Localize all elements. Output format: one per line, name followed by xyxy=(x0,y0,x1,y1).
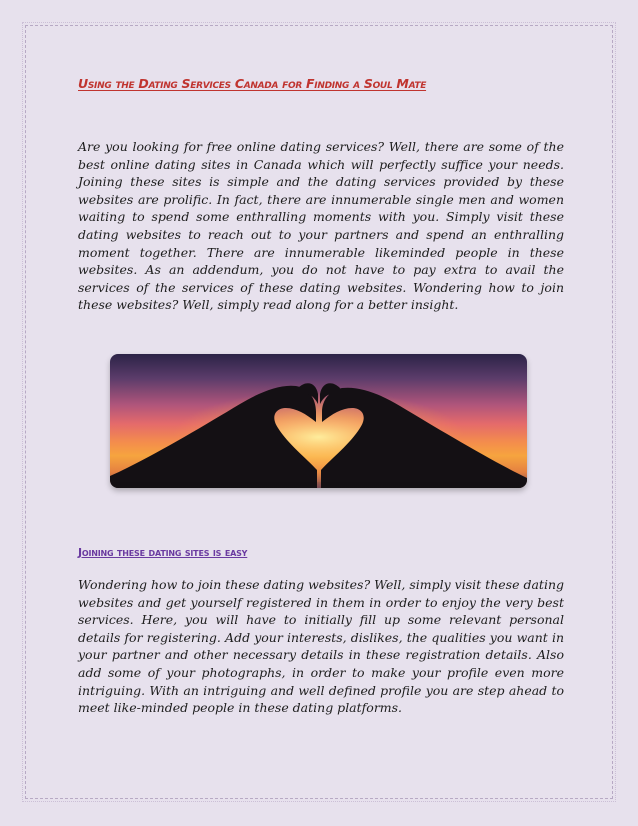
heart-hands-silhouette-image xyxy=(110,354,527,488)
section-heading: Joining these dating sites is easy xyxy=(78,546,248,559)
heart-hands-icon xyxy=(110,354,527,488)
document-title: Using the Dating Services Canada for Finding a Soul Mate xyxy=(78,76,427,91)
section-paragraph: Wondering how to join these dating websites? Well, simply visit these dating websites and get yourself registered in them in order to enjoy the very best services. Here, you will have to initially fill up some relevant personal details for registering. Add your interests, dislikes, the qualities you want in your partner and other necessary details in these registration details. Also add some of your photographs, in order to make your profile even more intriguing. With an intriguing and well defined profile you are step ahead to meet like-minded people in these dating platforms. xyxy=(78,577,564,716)
intro-paragraph: Are you looking for free online dating services? Well, there are some of the best online dating sites in Canada which will perfectly suffice your needs. Joining these sites is simple and the dating services provided by these websites are prolific. In fact, there are innumerable single men and women waiting to spend some enthralling moments with you. Simply visit these dating websites to reach out to your partners and spend an enthralling moment together. There are innumerable likeminded people in these websites. As an addendum, you do not have to pay extra to avail the services of the services of these dating websites. Wondering how to join these websites? Well, simply read along for a better insight. xyxy=(78,139,564,313)
